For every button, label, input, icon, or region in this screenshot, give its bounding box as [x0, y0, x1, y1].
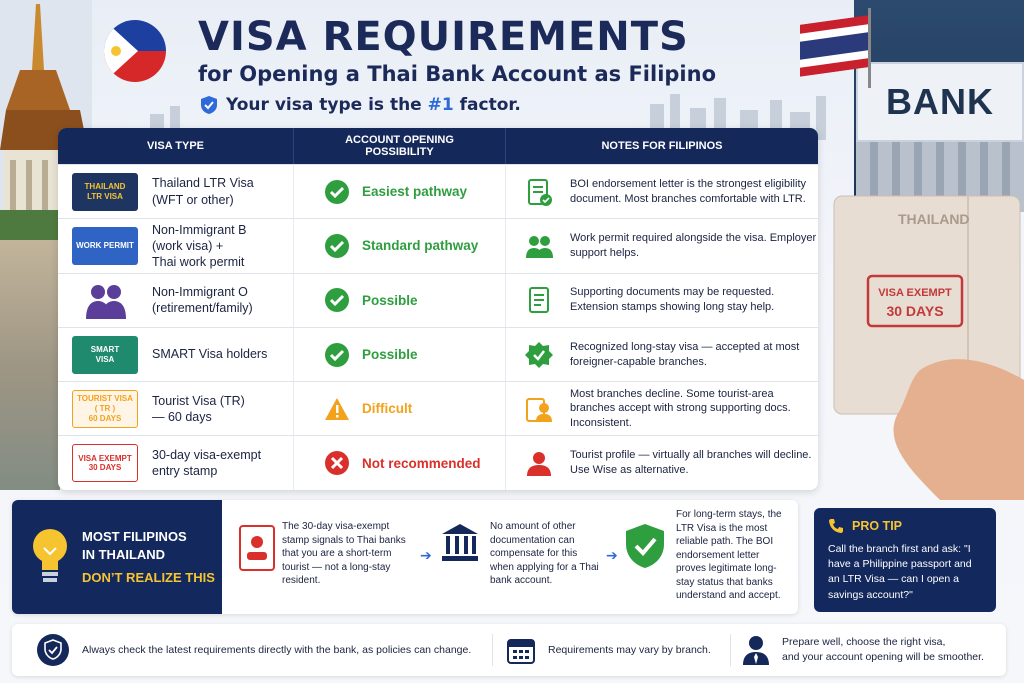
id-card-icon	[238, 524, 276, 572]
insight-step2: No amount of other documentation can compensate for this when applying for a Thai bank account.	[490, 521, 599, 586]
stamp-line1: VISA EXEMPT	[878, 287, 952, 299]
insight-lead-text	[82, 528, 222, 564]
calendar-icon	[506, 635, 536, 665]
footer-divider	[492, 634, 493, 666]
possibility-cell	[294, 219, 506, 272]
stamp-line2: 30 DAYS	[886, 303, 944, 319]
table-row	[58, 164, 818, 218]
visa-type-cell	[58, 274, 294, 327]
table-body	[58, 164, 818, 490]
insight-panel	[12, 500, 798, 614]
page-title: VISA REQUIREMENTS	[198, 14, 689, 60]
insight-step1: The 30-day visa-exempt stamp signals to Thai banks that you are a short-term tourist — not a long-stay resident.	[282, 521, 406, 586]
smart-visa-badge: SMART VISA	[72, 336, 138, 374]
possibility-cell	[294, 382, 506, 435]
tagline	[200, 95, 521, 115]
passport-label: THAILAND	[898, 211, 970, 227]
visa-name: 30-day visa-exempt entry stamp	[152, 447, 262, 479]
check-circle-icon	[324, 342, 350, 368]
footer-item-check	[36, 624, 471, 676]
possibility-cell	[294, 165, 506, 218]
possibility-cell	[294, 274, 506, 327]
shield-check-icon	[36, 633, 70, 667]
footer-item-person	[742, 624, 984, 676]
table-header	[58, 128, 818, 164]
visa-name: Thailand LTR Visa (WFT or other)	[152, 176, 254, 207]
document-icon	[524, 285, 554, 315]
pro-tip-title: PRO TIP	[852, 519, 903, 533]
footer-bar	[12, 624, 1006, 676]
visa-type-cell	[58, 382, 294, 435]
document-check-icon	[524, 177, 554, 207]
visa-table	[58, 128, 818, 490]
notes-cell	[506, 382, 818, 435]
lightbulb-icon	[28, 524, 72, 586]
page-subtitle: for Opening a Thai Bank Account as Filipino	[198, 62, 716, 86]
arrow-right-icon: ➔	[420, 548, 432, 564]
status-text: Possible	[362, 347, 418, 363]
table-row	[58, 381, 818, 435]
businessman-icon	[742, 635, 770, 665]
status-text: Easiest pathway	[362, 184, 468, 200]
river	[0, 240, 60, 490]
lead-line3: DON’T REALIZE THIS	[82, 570, 215, 585]
visa-exempt-badge: VISA EXEMPT 30 DAYS	[72, 444, 138, 482]
philippine-flag-icon	[104, 20, 166, 82]
notes-cell	[506, 219, 818, 272]
status-text: Standard pathway	[362, 238, 479, 254]
work-permit-badge: WORK PERMIT	[72, 227, 138, 265]
note-text: BOI endorsement letter is the strongest eligibility document. Most branches comfortable with LTR.	[570, 177, 807, 205]
possibility-cell	[294, 436, 506, 489]
phone-icon	[828, 518, 844, 534]
document-person-icon	[524, 394, 554, 424]
status-text: Possible	[362, 292, 418, 308]
hand-illustration	[880, 350, 1024, 500]
tourist-visa-badge: TOURIST VISA ( TR ) 60 DAYS	[72, 390, 138, 428]
shield-check-icon	[624, 522, 666, 570]
note-text: Supporting documents may be requested. Extension stamps showing long stay help.	[570, 286, 775, 314]
tagline-prefix: Your visa type is the	[226, 95, 428, 115]
people-icon	[524, 231, 554, 261]
table-row	[58, 273, 818, 327]
notes-cell	[506, 436, 818, 489]
insight-step3: For long-term stays, the LTR Visa is the most reliable path. The BOI endorsement letter proves legitimate long-stay status that banks understand and accept.	[676, 509, 782, 601]
notes-cell	[506, 274, 818, 327]
check-circle-icon	[324, 179, 350, 205]
status-text: Difficult	[362, 401, 413, 417]
note-text: Tourist profile — virtually all branches will decline. Use Wise as alternative.	[570, 449, 812, 477]
visa-name: Non-Immigrant B (work visa) + Thai work permit	[152, 222, 247, 270]
lead-line1: MOST FILIPINOS	[82, 529, 187, 544]
visa-name: SMART Visa holders	[152, 347, 268, 362]
pro-tip-box	[814, 508, 996, 612]
footer-text-3: Prepare well, choose the right visa, and your account opening will be smoother.	[782, 636, 984, 663]
footer-text-2: Requirements may vary by branch.	[548, 643, 711, 656]
visa-type-cell	[58, 328, 294, 381]
header-visa-type: VISA TYPE	[58, 128, 294, 164]
table-row	[58, 218, 818, 272]
header-possibility: ACCOUNT OPENING POSSIBILITY	[294, 128, 506, 164]
family-icon	[72, 281, 138, 319]
lead-line2: IN THAILAND	[82, 547, 166, 563]
notes-cell	[506, 328, 818, 381]
footer-divider	[730, 634, 731, 666]
possibility-cell	[294, 328, 506, 381]
header-notes: NOTES FOR FILIPINOS	[601, 140, 723, 152]
cross-circle-icon	[324, 450, 350, 476]
tagline-suffix: factor.	[453, 95, 521, 115]
bank-sign-text: BANK	[886, 81, 994, 122]
pro-tip-header	[828, 518, 982, 534]
shield-check-icon	[200, 95, 218, 115]
footer-text-1: Always check the latest requirements directly with the bank, as policies can change.	[82, 643, 472, 656]
status-text: Not recommended	[362, 455, 481, 471]
visa-type-cell	[58, 436, 294, 489]
note-text: Work permit required alongside the visa. Employer support helps.	[570, 232, 817, 259]
check-circle-icon	[324, 287, 350, 313]
arrow-right-icon: ➔	[606, 548, 618, 564]
table-row	[58, 327, 818, 381]
visa-name: Non-Immigrant O (retirement/family)	[152, 284, 253, 316]
visa-type-cell	[58, 165, 294, 218]
tagline-text	[226, 95, 521, 115]
person-icon	[524, 448, 554, 478]
visa-type-cell	[58, 219, 294, 272]
notes-cell	[506, 165, 818, 218]
verified-badge-icon	[524, 340, 554, 370]
ltr-visa-badge: THAILAND LTR VISA	[72, 173, 138, 211]
note-text: Recognized long-stay visa — accepted at most foreigner-capable branches.	[570, 340, 800, 368]
flag-pole	[868, 8, 871, 88]
tagline-highlight: #1	[427, 95, 454, 115]
table-row	[58, 435, 818, 489]
bank-sign	[856, 62, 1024, 142]
insight-lead	[12, 500, 222, 614]
pro-tip-body: Call the branch first and ask: "I have a Philippine passport and an LTR Visa — can I open a savings account?"	[828, 543, 972, 601]
bank-icon	[440, 522, 480, 564]
thai-flag-icon	[800, 15, 868, 77]
check-circle-icon	[324, 233, 350, 259]
visa-name: Tourist Visa (TR) — 60 days	[152, 393, 245, 424]
footer-item-calendar	[506, 624, 711, 676]
note-text: Most branches decline. Some tourist-area branches accept with strong supporting docs. Inconsistent.	[570, 387, 791, 430]
warning-icon	[324, 396, 350, 422]
